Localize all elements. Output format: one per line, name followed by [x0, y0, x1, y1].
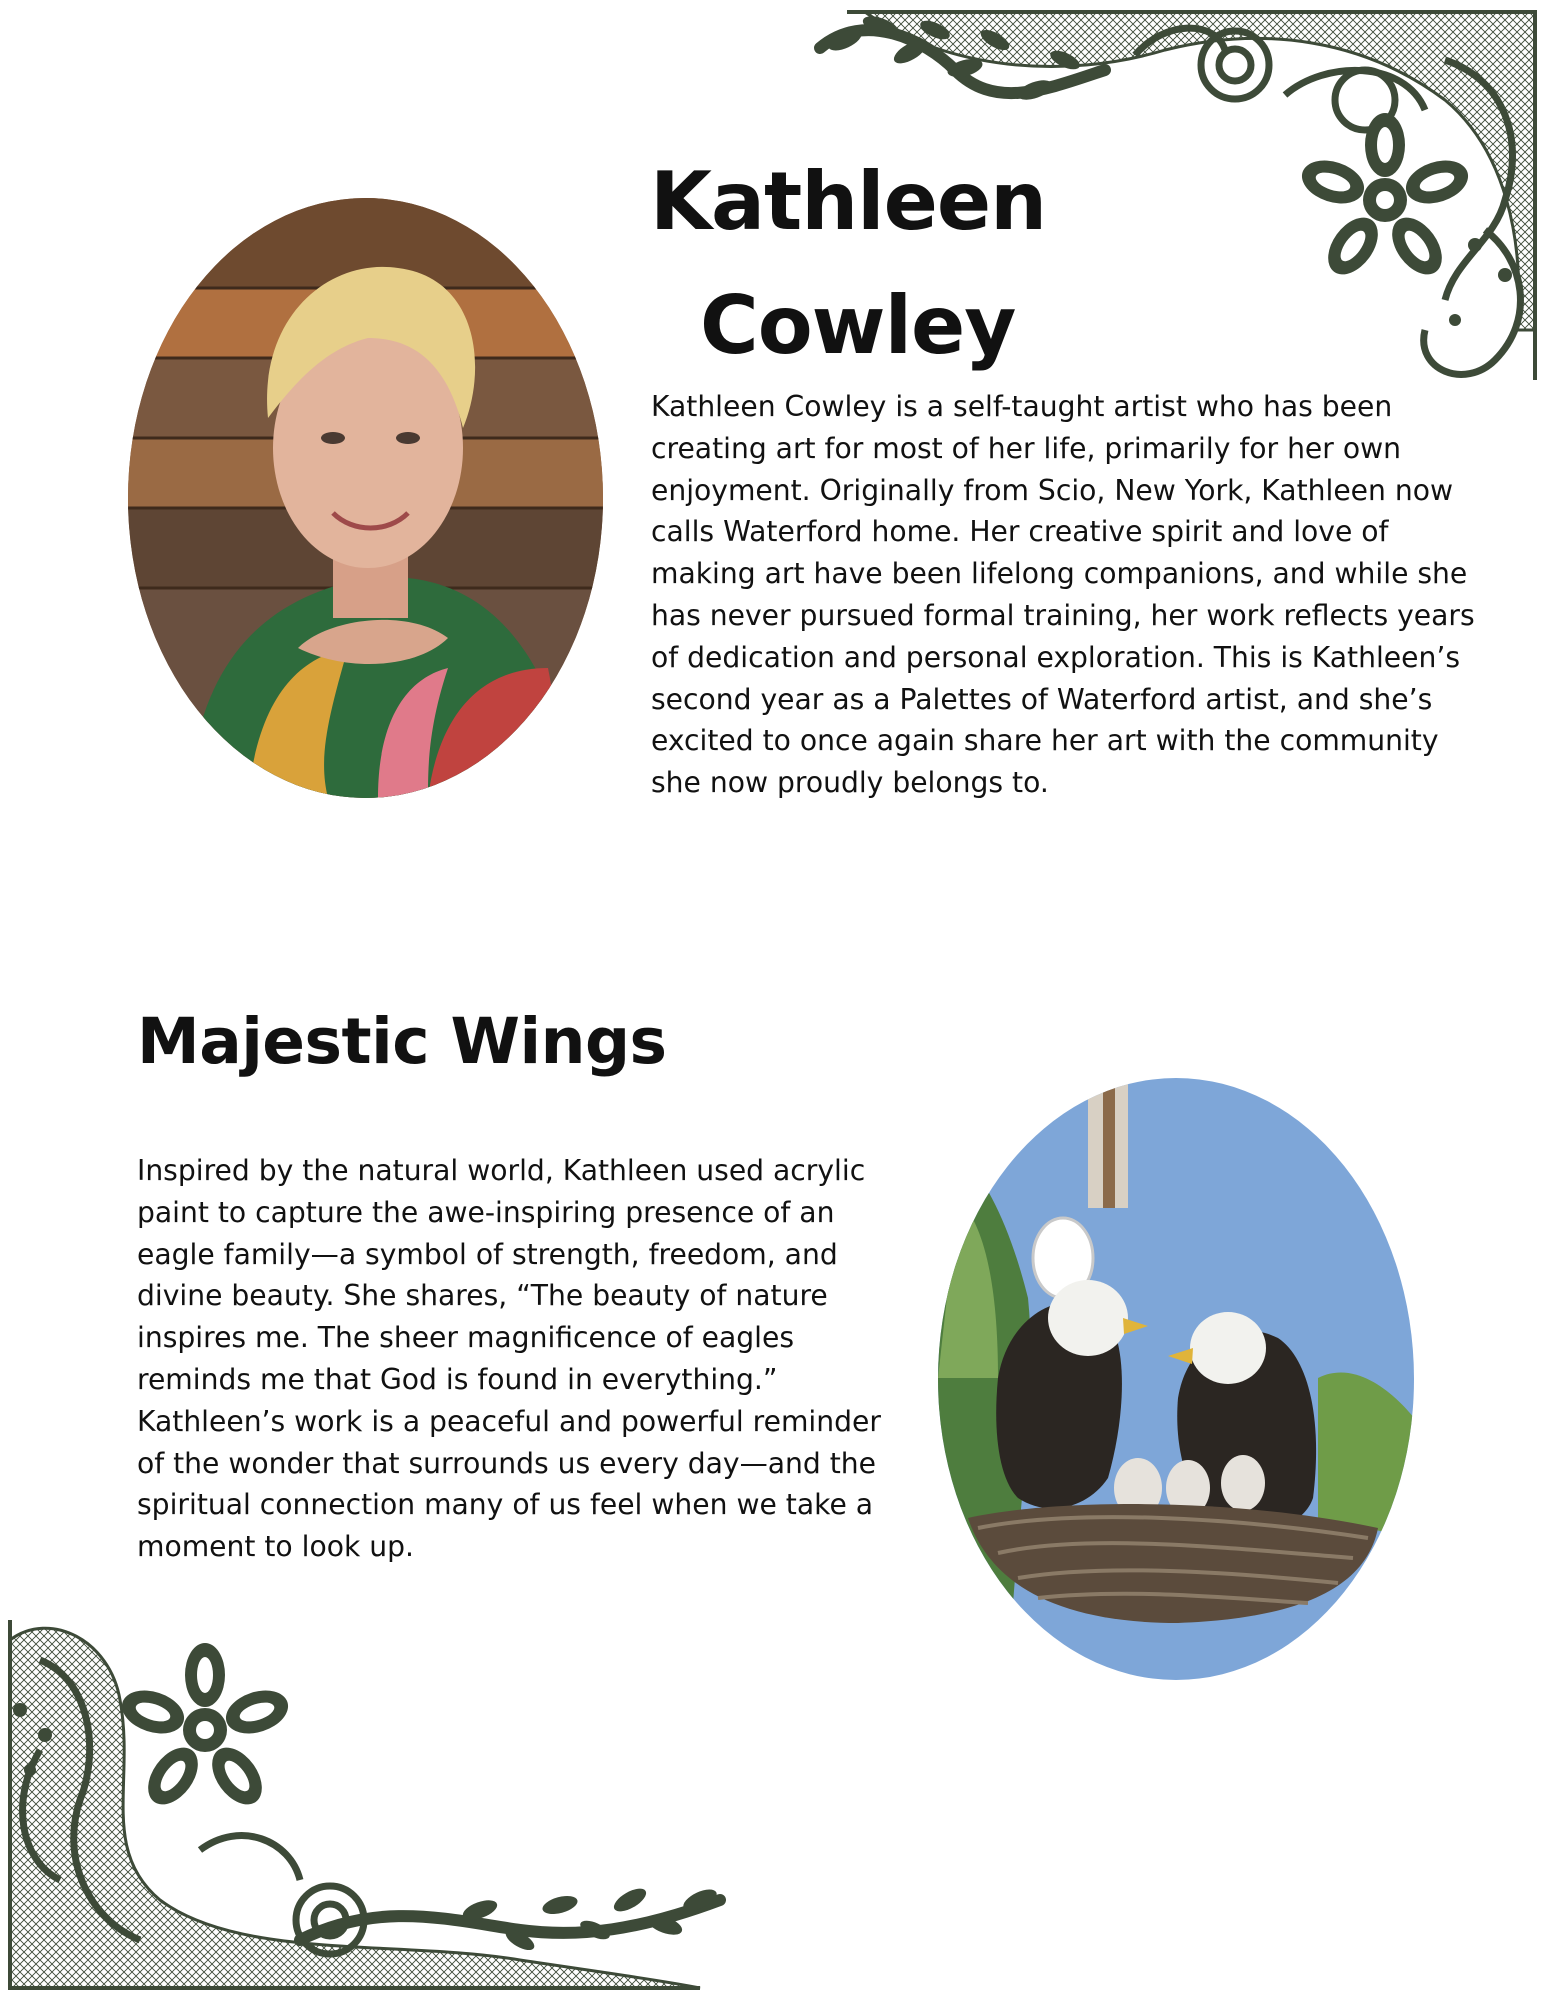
artist-last-name: Cowley [700, 279, 1016, 372]
artist-first-name: Kathleen [650, 155, 1047, 248]
lace-corner-ornament-bottom-left [0, 1600, 740, 2000]
artwork-title: Majestic Wings [137, 1005, 667, 1078]
artist-bio: Kathleen Cowley is a self-taught artist who has been creating art for most of her life, primarily for her own enjoyment. Originally from Scio, New York, Kathleen now calls Waterford home. Her creative spirit and love of making art have been lifelong companions, and while she has never pursued formal training, her work reflects years of dedication and personal exploration. This is Kathleen’s second year as a Palettes of Waterford artist, and she’s excited to once again share her art with the community she now proudly belongs to. [651, 390, 1475, 800]
artwork-eagle-painting-photo [938, 1078, 1414, 1680]
artist-portrait-photo [128, 198, 603, 798]
artist-name-heading [650, 140, 1070, 388]
artwork-description: Inspired by the natural world, Kathleen used acrylic paint to capture the awe-inspiring presence of an eagle family—a symbol of strength, freedom, and divine beauty. She shares, “The beauty of nature inspires me. The sheer magnificence of eagles reminds me that God is found in everything.” Kathleen’s work is a peaceful and powerful reminder of the wonder that surrounds us every day—and the spiritual connection many of us feel when we take a moment to look up. [137, 1154, 881, 1564]
